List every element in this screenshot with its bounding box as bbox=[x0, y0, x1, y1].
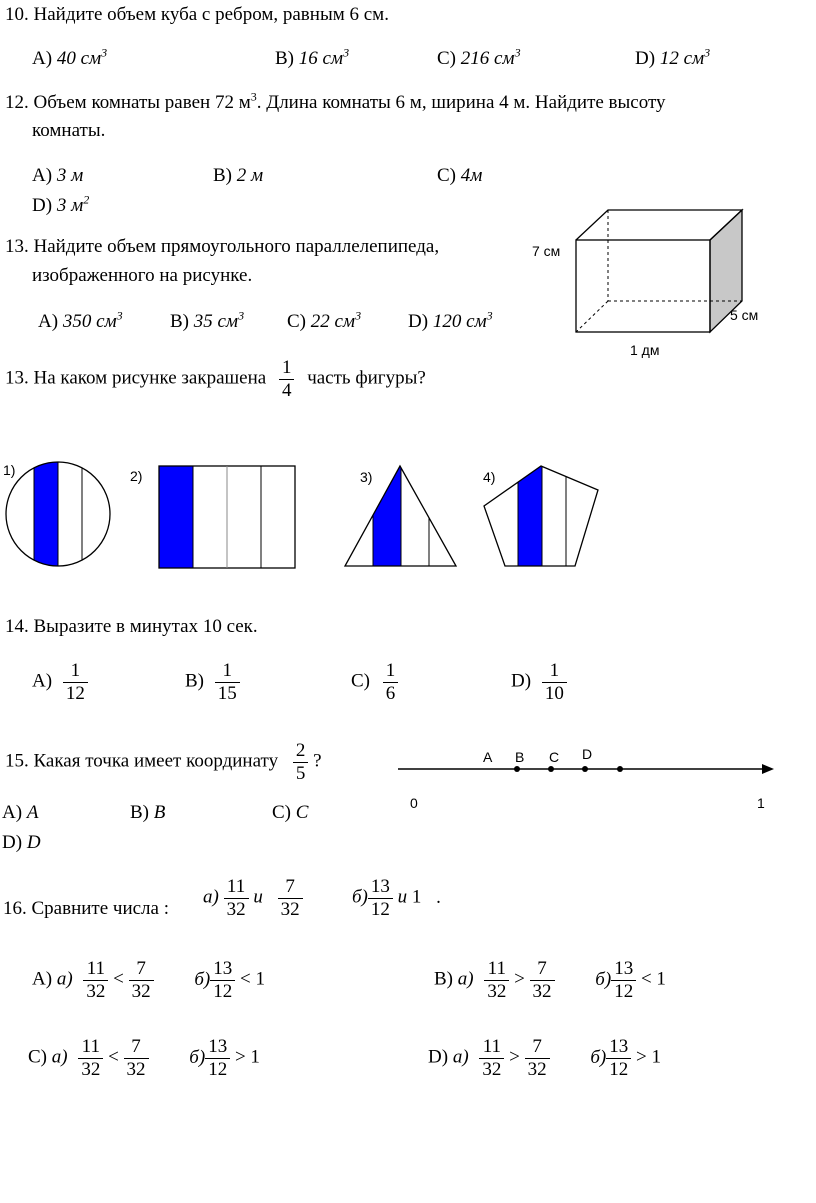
q10-option-b: B) 16 $см^3$ bbox=[275, 45, 350, 69]
q13a-option-d: D) 120 $см^3$ bbox=[408, 308, 493, 332]
box-depth-label: 5 см bbox=[730, 307, 759, 323]
q15-text: 15. Какая точка имеет координату $\frac{2}{5}$ ? bbox=[5, 740, 322, 784]
q10-option-d: D) 12 $см^3$ bbox=[635, 45, 711, 69]
fig2-label: 2) bbox=[130, 468, 143, 484]
point-b bbox=[514, 766, 520, 772]
q14-option-d: D) $\frac{1}{10}$ bbox=[511, 660, 567, 705]
q13b-text: 13. На каком рисунке закрашена $\frac{1}{4}$ часть фигуры? bbox=[5, 357, 426, 401]
q12-text-line2: комнаты. bbox=[32, 120, 106, 141]
q16-part-a: а) $\frac{11}{32}$ и $\frac{7}{32}$ bbox=[203, 876, 303, 921]
q15-option-d: D) D bbox=[2, 832, 41, 853]
fig4-label: 4) bbox=[483, 469, 496, 485]
point-d bbox=[582, 766, 588, 772]
q16-option-c: C) а) $\frac{11}{32}$ < $\frac{7}{32}$ б) $\frac{13}{12}$ > 1 bbox=[28, 1036, 260, 1080]
q13a-option-b: B) 35 $см^3$ bbox=[170, 308, 245, 332]
q12-option-a: A) 3 м bbox=[32, 165, 84, 186]
point-e bbox=[617, 766, 623, 772]
q16-option-a: A) а) $\frac{11}{32}$ < $\frac{7}{32}$ б) $\frac{13}{12}$ < 1 bbox=[32, 958, 265, 1002]
point-b-label: B bbox=[515, 749, 525, 765]
q15-option-b: B) B bbox=[130, 802, 166, 823]
q10-text: 10. Найдите объем куба с ребром, равным 6 см. bbox=[5, 4, 389, 25]
q12-option-d: D) 3 $м^2$ bbox=[32, 192, 90, 216]
q10-option-c: C) 216 $см^3$ bbox=[437, 45, 521, 69]
point-c bbox=[548, 766, 554, 772]
point-a-label: A bbox=[483, 749, 493, 765]
q14-option-b: B) $\frac{1}{15}$ bbox=[185, 660, 240, 705]
q16-text: 16. Сравните числа : bbox=[3, 898, 169, 919]
q14-option-a: A) $\frac{1}{12}$ bbox=[32, 660, 88, 705]
q13a-text-line2: изображенного на рисунке. bbox=[32, 265, 253, 286]
q15-option-a: A) A bbox=[2, 802, 39, 823]
q16-option-d: D) а) $\frac{11}{32}$ > $\frac{7}{32}$ б) $\frac{13}{12}$ > 1 bbox=[428, 1036, 661, 1080]
q16-option-b: B) а) $\frac{11}{32}$ > $\frac{7}{32}$ б) $\frac{13}{12}$ < 1 bbox=[434, 958, 666, 1002]
q14-option-c: C) $\frac{1}{6}$ bbox=[351, 660, 398, 705]
box-height-label: 7 см bbox=[532, 243, 561, 259]
point-c-label: C bbox=[549, 749, 560, 765]
q13a-option-a: A) 350 $см^3$ bbox=[38, 308, 123, 332]
axis-one-label: 1 bbox=[757, 795, 765, 811]
axis-zero-label: 0 bbox=[410, 795, 418, 811]
q13a-text-line1: 13. Найдите объем прямоугольного параллелепипеда, bbox=[5, 236, 440, 257]
q13a-option-c: C) 22 $см^3$ bbox=[287, 308, 362, 332]
q12-text-line1: 12. Объем комнаты равен 72 $м^3$. Длина комнаты 6 м, ширина 4 м. Найдите высоту bbox=[5, 89, 666, 113]
q14-text: 14. Выразите в минутах 10 сек. bbox=[5, 616, 258, 637]
q10-option-a: A) 40 $см^3$ bbox=[32, 45, 108, 69]
q16-part-b: б) $\frac{13}{12}$ и 1 . bbox=[352, 876, 441, 920]
box-length-label: 1 дм bbox=[630, 342, 660, 358]
point-d-label: D bbox=[582, 746, 593, 762]
q12-option-c: C) 4м bbox=[437, 165, 483, 186]
fig3-label: 3) bbox=[360, 469, 373, 485]
fig1-label: 1) bbox=[3, 462, 16, 478]
q12-option-b: B) 2 м bbox=[213, 165, 264, 186]
q15-option-c: C) C bbox=[272, 802, 309, 823]
